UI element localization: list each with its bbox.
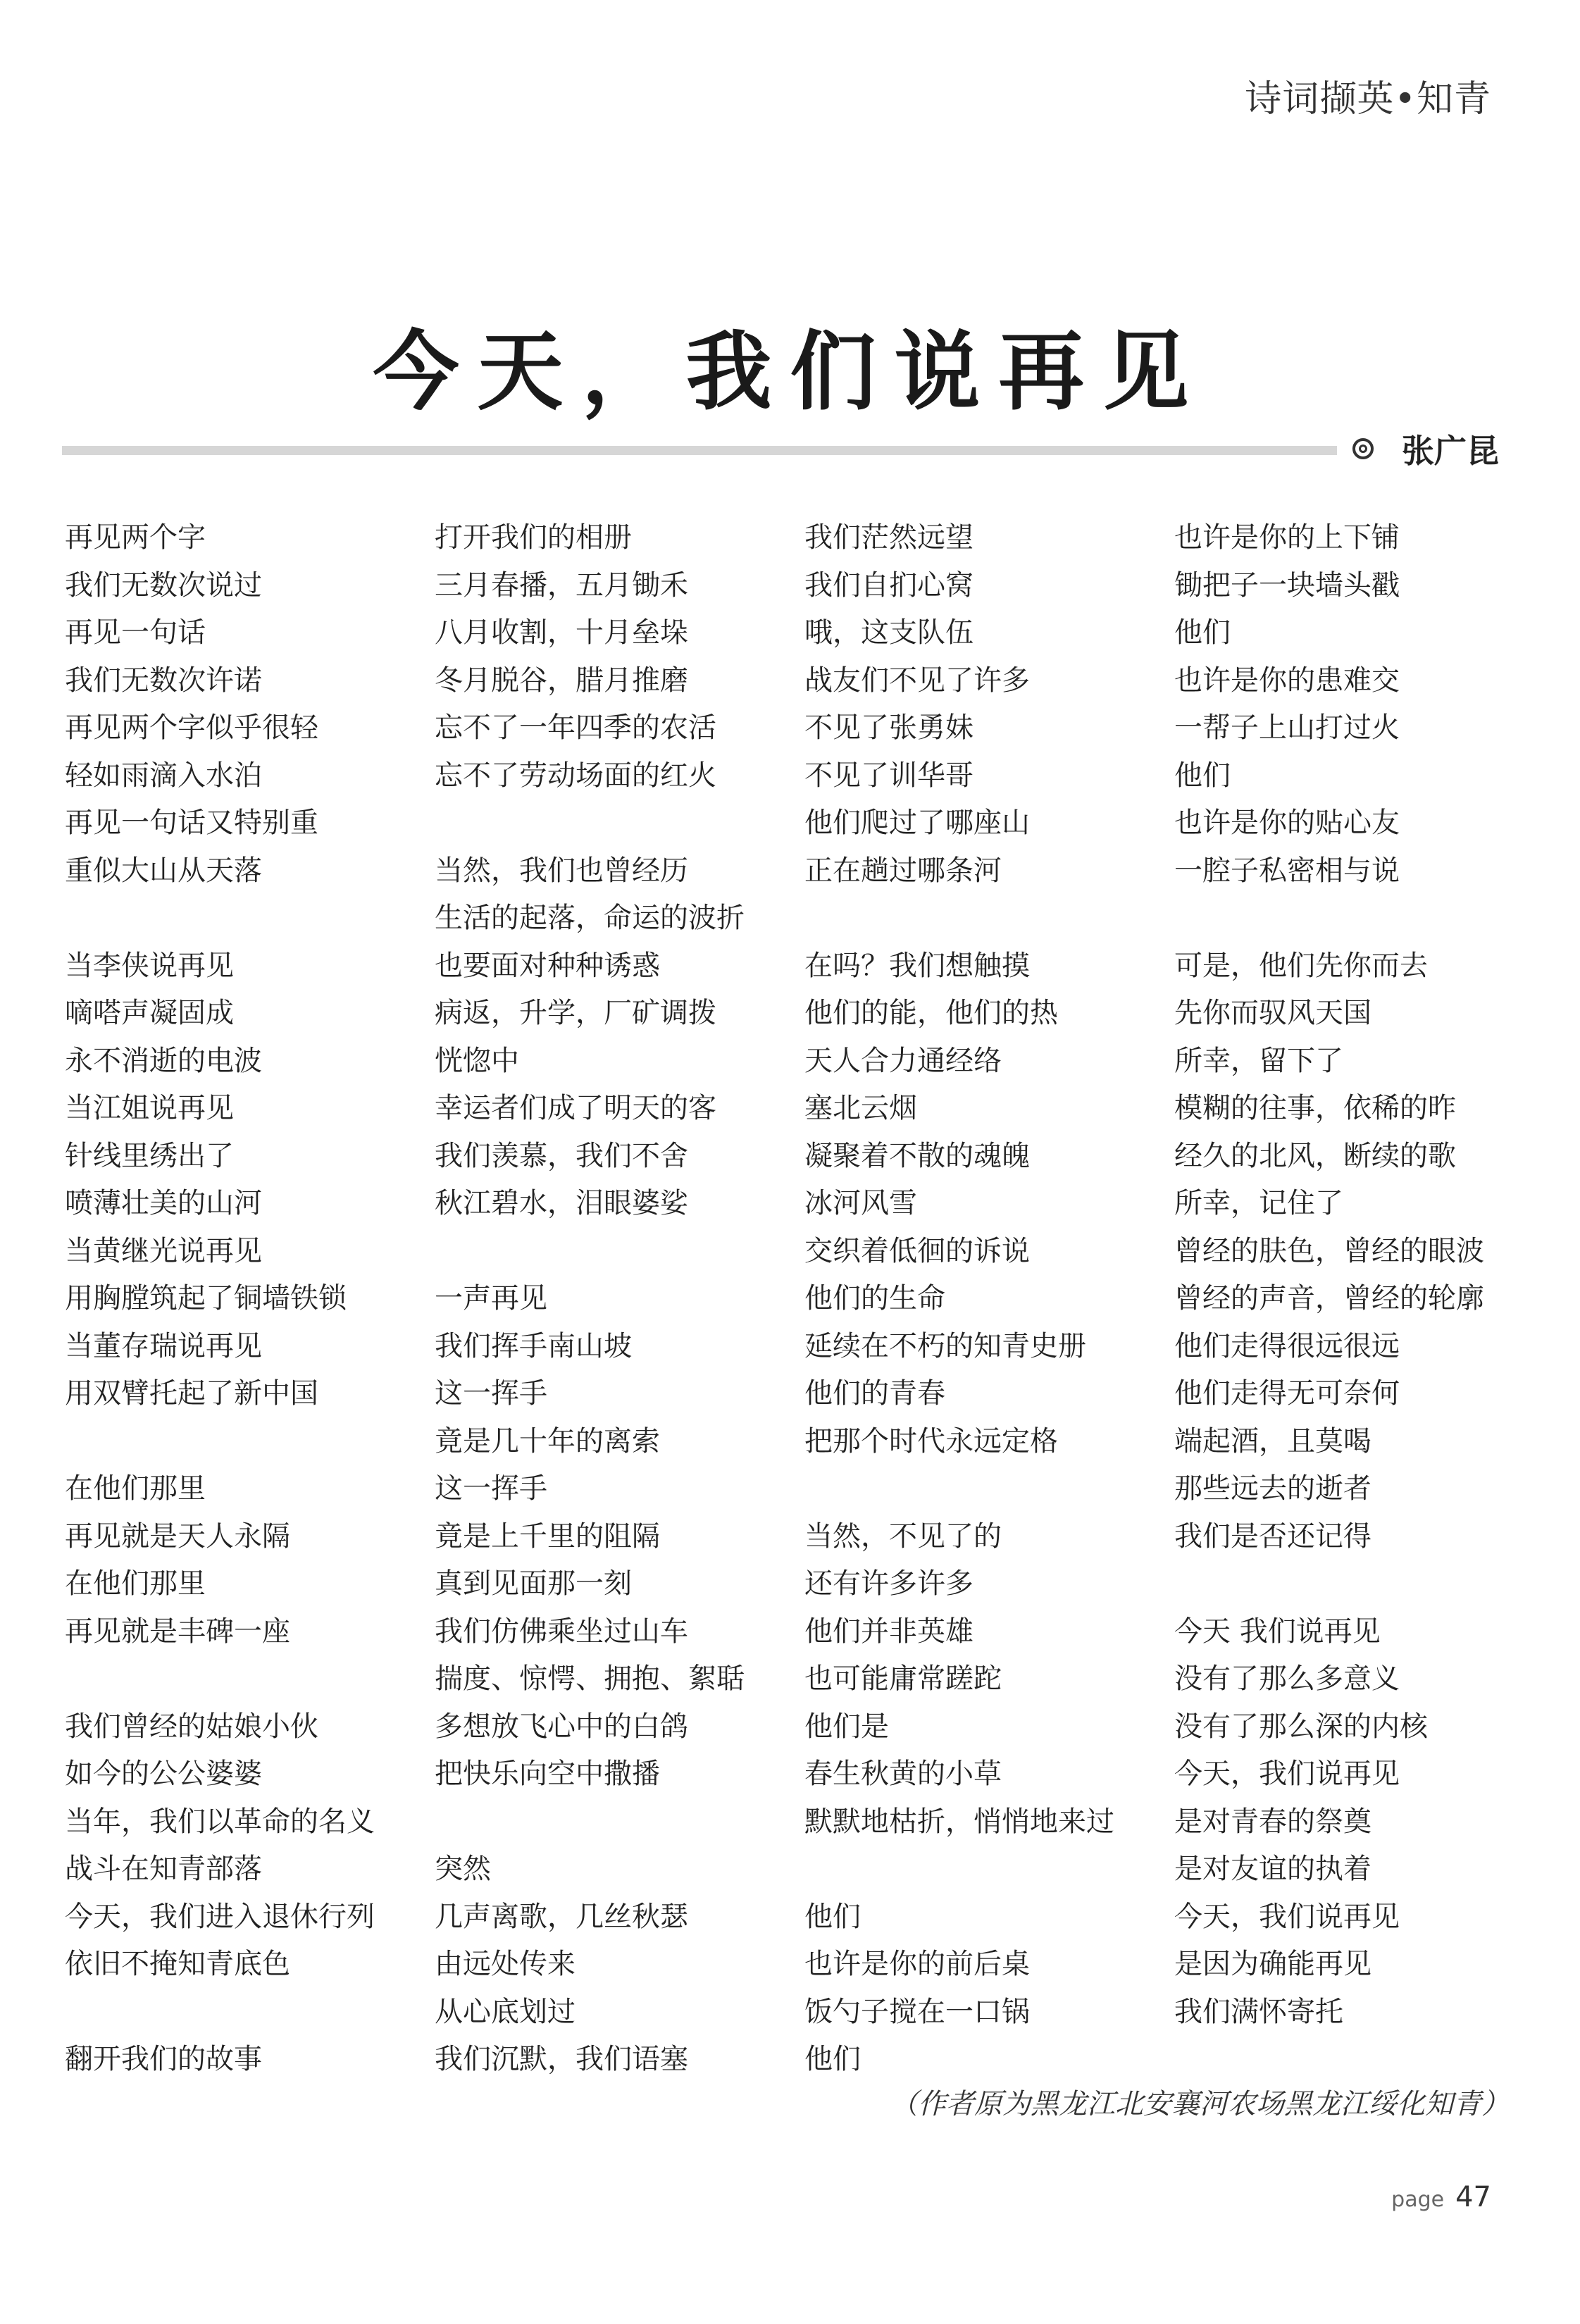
poem-line: 当然，不见了的 — [804, 1520, 1002, 1553]
poem-line: 忘不了一年四季的农活 — [435, 712, 716, 744]
poem-line: 是对青春的祭奠 — [1174, 1805, 1371, 1838]
poem-line: 默默地枯折，悄悄地来过 — [804, 1805, 1114, 1838]
poem-line: 所幸，留下了 — [1174, 1044, 1343, 1077]
poem-line: 我们无数次说过 — [65, 568, 262, 602]
poem-line: 我们挥手南山坡 — [435, 1329, 632, 1362]
poem-line: 没有了那么多意义 — [1174, 1663, 1400, 1695]
poem-line — [65, 1989, 417, 2037]
poem-column-3 — [804, 514, 1157, 2084]
poem-line: 所幸，记住了 — [1174, 1187, 1343, 1219]
poem-line: 多想放飞心中的白鸽 — [435, 1710, 688, 1743]
poem-line: 我们仿佛乘坐过山车 — [435, 1615, 688, 1648]
poem-line: 竟是几十年的离索 — [435, 1424, 660, 1458]
poem-line — [435, 1228, 787, 1276]
poem-line: 他们的能，他们的热 — [804, 997, 1058, 1029]
poem-line: 端起酒，且莫喝 — [1174, 1424, 1371, 1458]
poem-line: 我们沉默，我们语塞 — [435, 2043, 688, 2075]
poem-column-2 — [435, 514, 787, 2084]
poem-line — [804, 895, 1157, 943]
poem-line: 交织着低徊的诉说 — [804, 1234, 1030, 1267]
poem-line — [435, 1798, 787, 1846]
poem-line: 曾经的肤色，曾经的眼波 — [1174, 1234, 1484, 1267]
poem-line — [804, 1846, 1157, 1894]
poem-line: 他们的青春 — [804, 1377, 945, 1410]
poem-line: 针线里绣出了 — [65, 1139, 234, 1172]
poem-line: 把快乐向空中撒播 — [435, 1758, 660, 1790]
poem-line: 生活的起落，命运的波折 — [435, 902, 745, 934]
poem-line: 这一挥手 — [435, 1472, 547, 1505]
poem-line: 再见就是丰碑一座 — [65, 1615, 290, 1648]
poem-line: 忘不了劳动场面的红火 — [435, 759, 716, 792]
poem-line: 他们的生命 — [804, 1282, 945, 1315]
poem-line: 当年，我们以革命的名义 — [65, 1805, 375, 1838]
poem-line: 还有许多许多 — [804, 1567, 973, 1600]
poem-line: 没有了那么深的内核 — [1174, 1710, 1428, 1743]
poem-column-4 — [1174, 514, 1526, 2036]
poem-line: 把那个时代永远定格 — [804, 1424, 1058, 1458]
poem-line — [435, 800, 787, 847]
poem-line: 重似大山从天落 — [65, 854, 262, 887]
poem-line: 锄把子一块墙头戳 — [1174, 568, 1400, 602]
poem-line: 这一挥手 — [435, 1377, 547, 1410]
poem-line: 嘀嗒声凝固成 — [65, 997, 234, 1029]
page-label: page — [1391, 2187, 1445, 2212]
poem-line: 也要面对种种诱惑 — [435, 949, 660, 982]
poem-line: 几声离歌，几丝秋瑟 — [435, 1900, 688, 1933]
poem-line: 也许是你的贴心友 — [1174, 807, 1400, 839]
byline — [1352, 425, 1499, 472]
poem-line — [65, 895, 417, 943]
poem-line: 经久的北风，断续的歌 — [1174, 1139, 1456, 1172]
poem-line: 由远处传来 — [435, 1948, 576, 1980]
poem-line: 塞北云烟 — [804, 1092, 917, 1124]
poem-line: 也许是你的上下铺 — [1174, 521, 1400, 554]
poem-line: 模糊的往事，依稀的昨 — [1174, 1092, 1456, 1124]
title-divider — [62, 446, 1337, 455]
poem-line: 竟是上千里的阻隔 — [435, 1520, 660, 1553]
poem-line: 他们是 — [804, 1710, 889, 1743]
poem-line: 揣度、惊愕、拥抱、絮聒 — [435, 1663, 745, 1695]
poem-line: 天人合力通经络 — [804, 1044, 1002, 1077]
page-value: 47 — [1455, 2181, 1491, 2213]
poem-line: 恍惚中 — [435, 1044, 519, 1077]
poem-line: 再见两个字似乎很轻 — [65, 712, 318, 744]
double-circle-icon — [1352, 438, 1374, 459]
poem-line: 永不消逝的电波 — [65, 1044, 262, 1077]
poem-line — [1174, 1560, 1526, 1608]
article-title: 今天，我们说再见 — [373, 322, 1207, 422]
poem-line: 再见一句话又特别重 — [65, 807, 318, 839]
poem-line: 也许是你的患难交 — [1174, 664, 1400, 697]
poem-line — [65, 1655, 417, 1703]
section-header: 诗词撷英•知青 — [1245, 78, 1491, 120]
poem-line: 是对友谊的执着 — [1174, 1853, 1371, 1885]
poem-line: 幸运者们成了明天的客 — [435, 1092, 716, 1124]
poem-line: 正在趟过哪条河 — [804, 854, 1002, 887]
poem-line: 病返，升学，厂矿调拨 — [435, 997, 716, 1029]
poem-line: 秋江碧水，泪眼婆娑 — [435, 1187, 688, 1219]
author-note: （作者原为黑龙江北安襄河农场黑龙江绥化知青） — [890, 2088, 1510, 2120]
poem-line: 一帮子上山打过火 — [1174, 712, 1400, 744]
poem-line: 当然，我们也曾经历 — [435, 854, 688, 887]
poem-line: 他们走得无可奈何 — [1174, 1377, 1400, 1410]
poem-line: 八月收割，十月垒垛 — [435, 616, 688, 649]
poem-line: 当黄继光说再见 — [65, 1234, 262, 1267]
poem-line: 我们羡慕，我们不舍 — [435, 1139, 688, 1172]
poem-line: 也可能庸常蹉跎 — [804, 1663, 1002, 1695]
poem-line: 喷薄壮美的山河 — [65, 1187, 262, 1219]
poem-line: 今天 我们说再见 — [1174, 1615, 1381, 1648]
poem-line: 他们 — [804, 2043, 861, 2075]
poem-line — [65, 1418, 417, 1466]
poem-line: 战友们不见了许多 — [804, 664, 1030, 697]
author-name: 张广昆 — [1402, 432, 1499, 470]
poem-line: 今天，我们说再见 — [1174, 1900, 1400, 1933]
poem-line: 再见就是天人永隔 — [65, 1520, 290, 1553]
poem-line: 突然 — [435, 1853, 491, 1885]
poem-line: 今天，我们进入退休行列 — [65, 1900, 375, 1933]
page-number — [1391, 2181, 1491, 2213]
poem-line — [804, 1465, 1157, 1513]
poem-line: 那些远去的逝者 — [1174, 1472, 1371, 1505]
poem-line: 我们曾经的姑娘小伙 — [65, 1710, 318, 1743]
poem-line: 如今的公公婆婆 — [65, 1758, 262, 1790]
poem-line: 曾经的声音，曾经的轮廓 — [1174, 1282, 1484, 1315]
poem-line: 他们走得很远很远 — [1174, 1329, 1400, 1362]
poem-line: 一腔子私密相与说 — [1174, 854, 1400, 887]
poem-line: 用胸膛筑起了铜墙铁锁 — [65, 1282, 347, 1315]
poem-line: 今天，我们说再见 — [1174, 1758, 1400, 1790]
poem-line: 哦，这支队伍 — [804, 616, 973, 649]
poem-line: 打开我们的相册 — [435, 521, 632, 554]
poem-line: 他们并非英雄 — [804, 1615, 973, 1648]
poem-line: 在他们那里 — [65, 1472, 206, 1505]
poem-line: 凝聚着不散的魂魄 — [804, 1139, 1030, 1172]
poem-line: 是因为确能再见 — [1174, 1948, 1371, 1980]
poem-line: 再见一句话 — [65, 616, 206, 649]
poem-line: 也许是你的前后桌 — [804, 1948, 1030, 1980]
poem-line: 他们 — [1174, 616, 1231, 649]
poem-line: 可是，他们先你而去 — [1174, 949, 1428, 982]
poem-line: 他们爬过了哪座山 — [804, 807, 1030, 839]
poem-line: 饭勺子搅在一口锅 — [804, 1995, 1030, 2028]
poem-line: 翻开我们的故事 — [65, 2043, 262, 2075]
poem-line: 用双臂托起了新中国 — [65, 1377, 318, 1410]
poem-line: 轻如雨滴入水泊 — [65, 759, 262, 792]
poem-line: 三月春播，五月锄禾 — [435, 568, 688, 602]
poem-line: 当李侠说再见 — [65, 949, 234, 982]
poem-line: 他们 — [1174, 759, 1231, 792]
poem-line: 我们满怀寄托 — [1174, 1995, 1343, 2028]
poem-line: 当江姐说再见 — [65, 1092, 234, 1124]
poem-line: 在他们那里 — [65, 1567, 206, 1600]
poem-line: 依旧不掩知青底色 — [65, 1948, 290, 1980]
poem-line: 冰河风雪 — [804, 1187, 917, 1219]
poem-line: 冬月脱谷，腊月推磨 — [435, 664, 688, 697]
poem-line: 我们是否还记得 — [1174, 1520, 1371, 1553]
poem-line: 真到见面那一刻 — [435, 1567, 632, 1600]
poem-line: 我们自扪心窝 — [804, 568, 973, 602]
poem-line: 在吗？我们想触摸 — [804, 949, 1030, 982]
poem-column-1 — [65, 514, 417, 2084]
poem-line: 当董存瑞说再见 — [65, 1329, 262, 1362]
poem-line: 再见两个字 — [65, 521, 206, 554]
poem-line: 我们茫然远望 — [804, 521, 973, 554]
poem-line: 战斗在知青部落 — [65, 1853, 262, 1885]
poem-line: 春生秋黄的小草 — [804, 1758, 1002, 1790]
poem-line: 延续在不朽的知青史册 — [804, 1329, 1086, 1362]
poem-line: 一声再见 — [435, 1282, 547, 1315]
poem-line — [1174, 895, 1526, 943]
poem-line: 不见了张勇妹 — [804, 712, 973, 744]
poem-line: 他们 — [804, 1900, 861, 1933]
poem-line: 从心底划过 — [435, 1995, 576, 2028]
poem-line: 先你而驭风天国 — [1174, 997, 1371, 1029]
poem-line: 不见了训华哥 — [804, 759, 973, 792]
poem-line: 我们无数次许诺 — [65, 664, 262, 697]
